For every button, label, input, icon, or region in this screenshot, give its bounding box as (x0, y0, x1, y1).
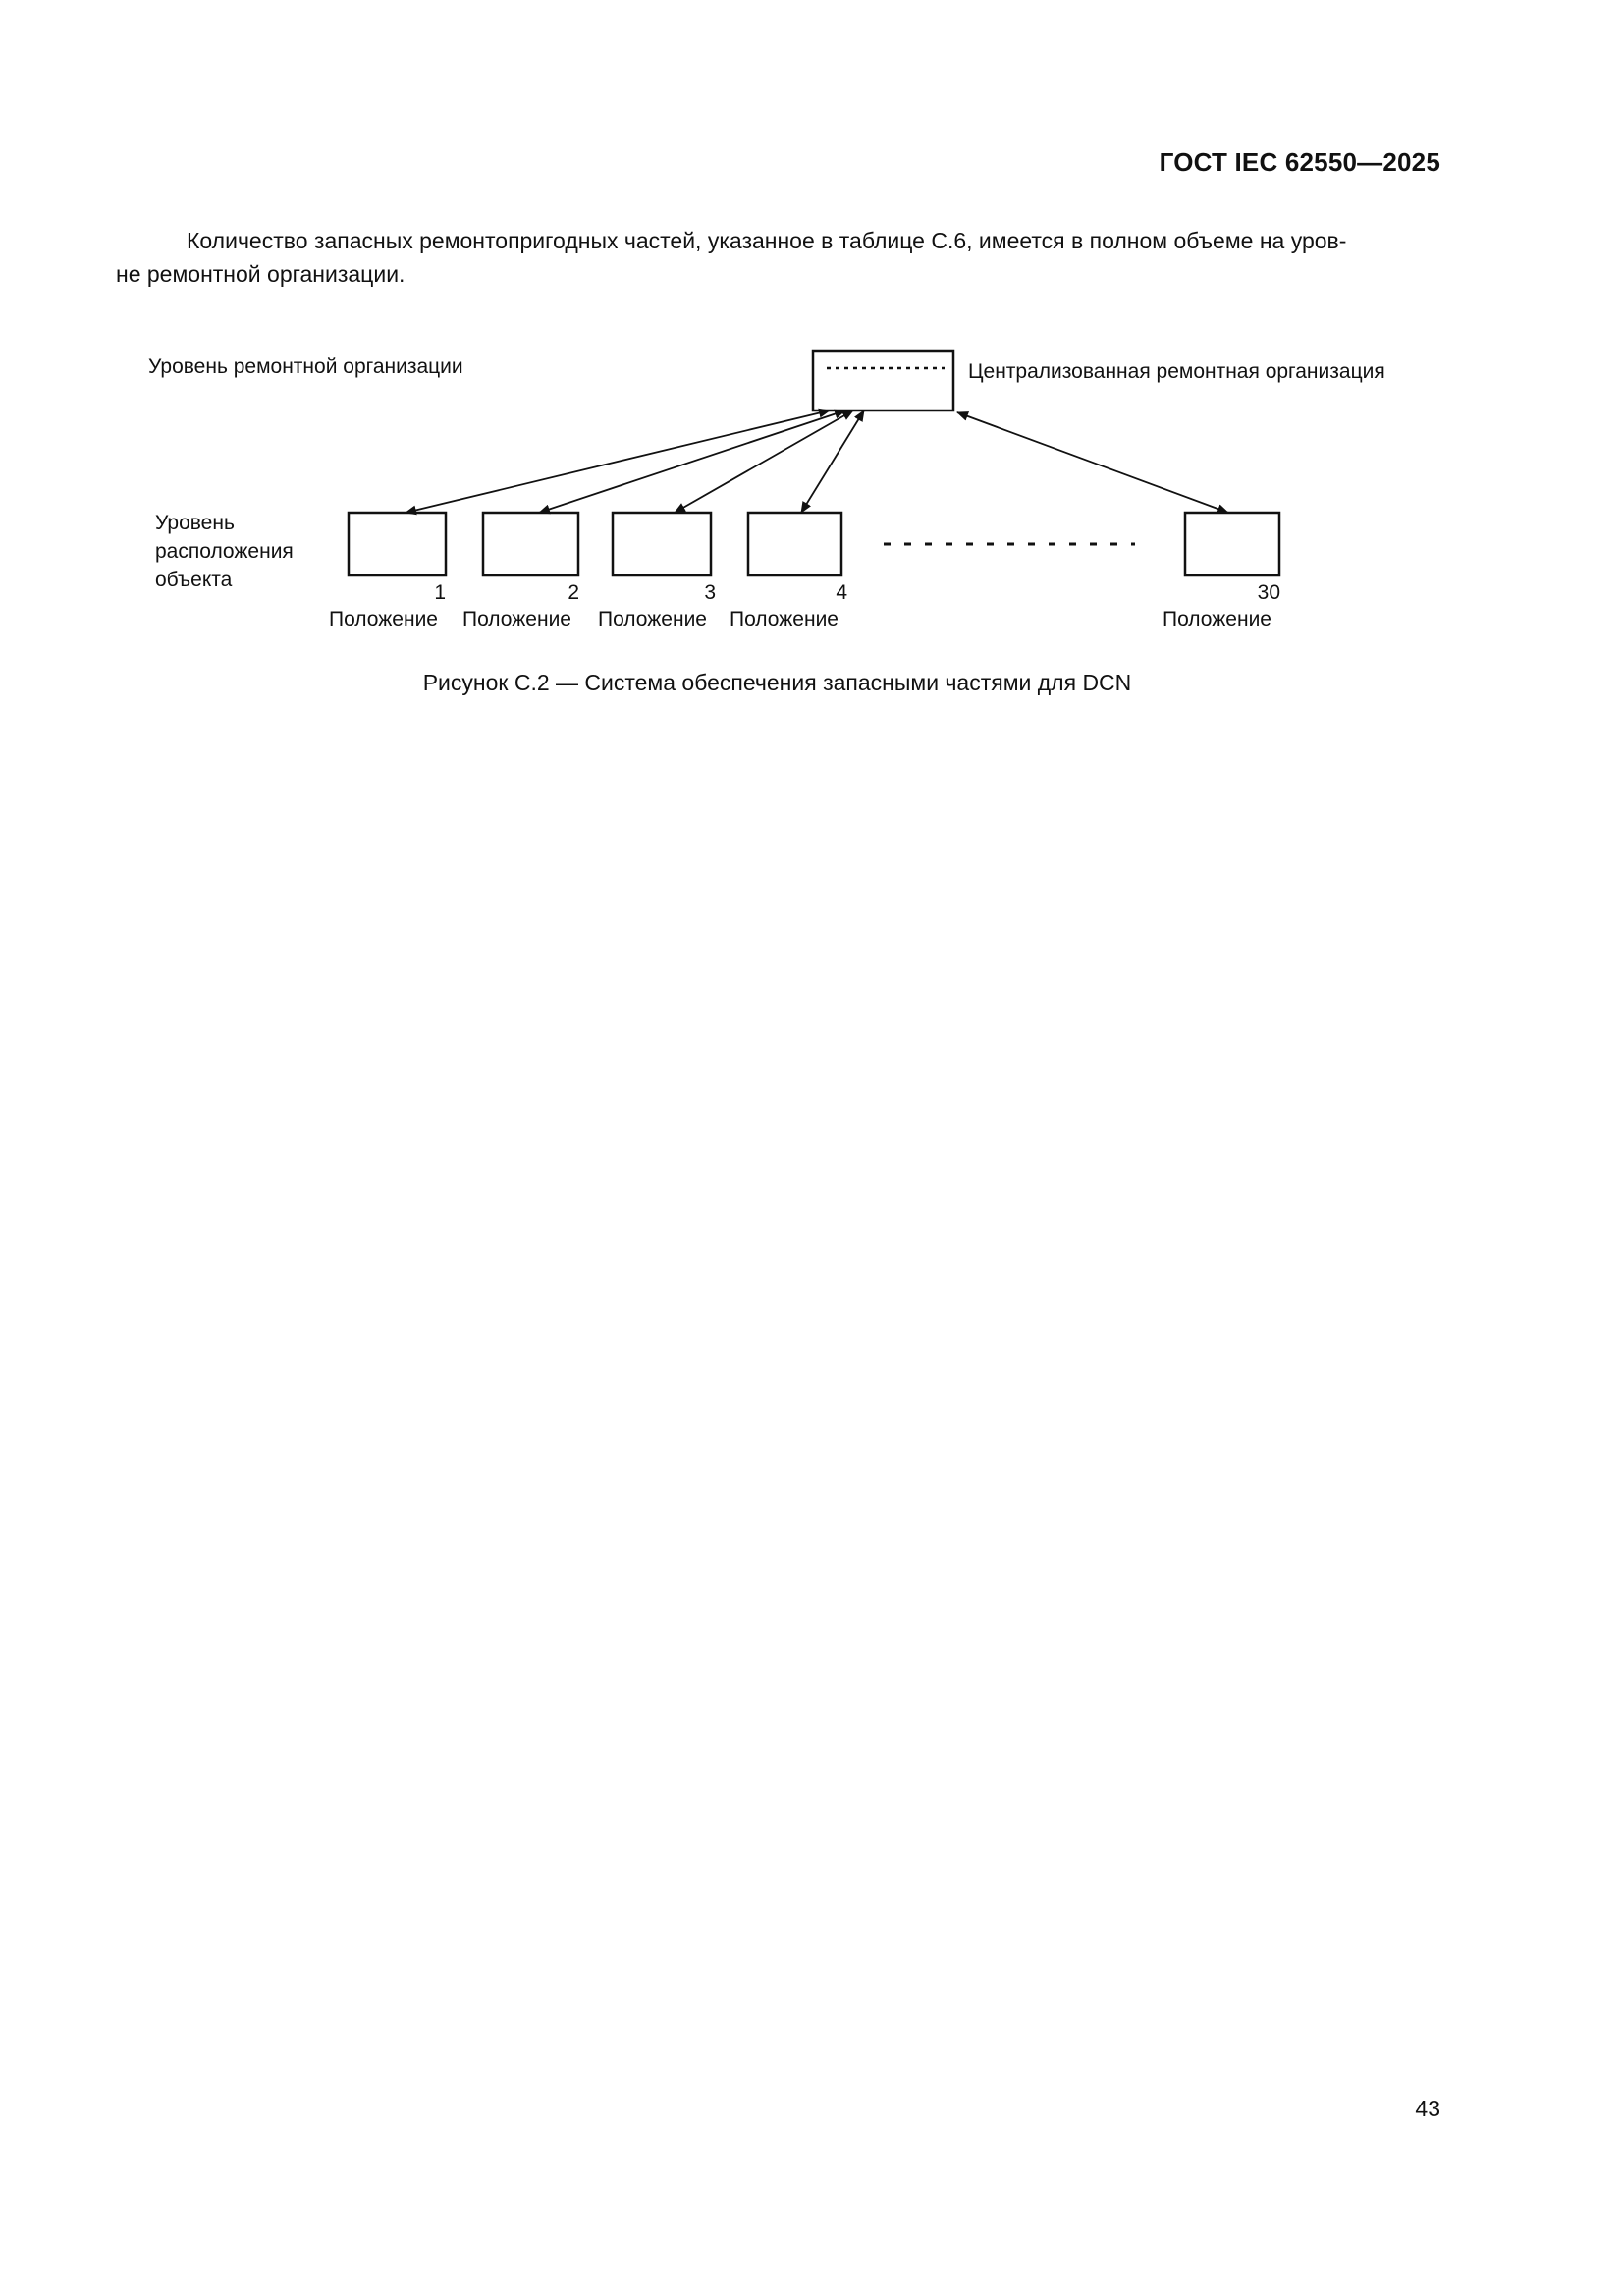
location-box-2 (483, 513, 578, 575)
arrow-to-position-4 (801, 410, 864, 513)
central-org-label: Централизованная ремонтная организация (968, 360, 1385, 383)
arrow-to-position-30 (957, 412, 1228, 513)
site-level-line-2: расположения (155, 540, 294, 563)
arrow-to-position-1 (406, 410, 830, 513)
position-label-30: Положение (1163, 608, 1271, 630)
document-code: ГОСТ IEC 62550—2025 (1159, 147, 1440, 177)
location-box-1 (349, 513, 446, 575)
location-box-3 (613, 513, 711, 575)
figure-caption-text: Рисунок С.2 — Система обеспечения запасными частями для DCN (422, 670, 1132, 695)
location-box-4 (748, 513, 841, 575)
repair-level-label: Уровень ремонтной организации (148, 355, 463, 378)
position-number-3: 3 (704, 581, 716, 604)
site-level-line-3: объекта (155, 569, 233, 591)
figure-caption (0, 670, 1623, 696)
arrow-to-position-2 (539, 410, 845, 513)
position-label-4: Положение (730, 608, 839, 630)
position-number-30: 30 (1257, 581, 1280, 604)
position-label-3: Положение (598, 608, 707, 630)
position-label-2: Положение (462, 608, 571, 630)
central-org-box (813, 351, 953, 410)
position-number-4: 4 (836, 581, 847, 604)
position-label-1: Положение (329, 608, 438, 630)
site-level-line-1: Уровень (155, 512, 235, 534)
position-number-2: 2 (568, 581, 579, 604)
site-level-label (155, 509, 294, 594)
paragraph-line-1: Количество запасных ремонтопригодных частей, указанное в таблице С.6, имеется в полном объеме на уров- (187, 228, 1347, 253)
page-number: 43 (1415, 2096, 1440, 2121)
location-box-30 (1185, 513, 1279, 575)
position-number-1: 1 (434, 581, 446, 604)
paragraph-line-2: не ремонтной организации. (116, 261, 406, 287)
